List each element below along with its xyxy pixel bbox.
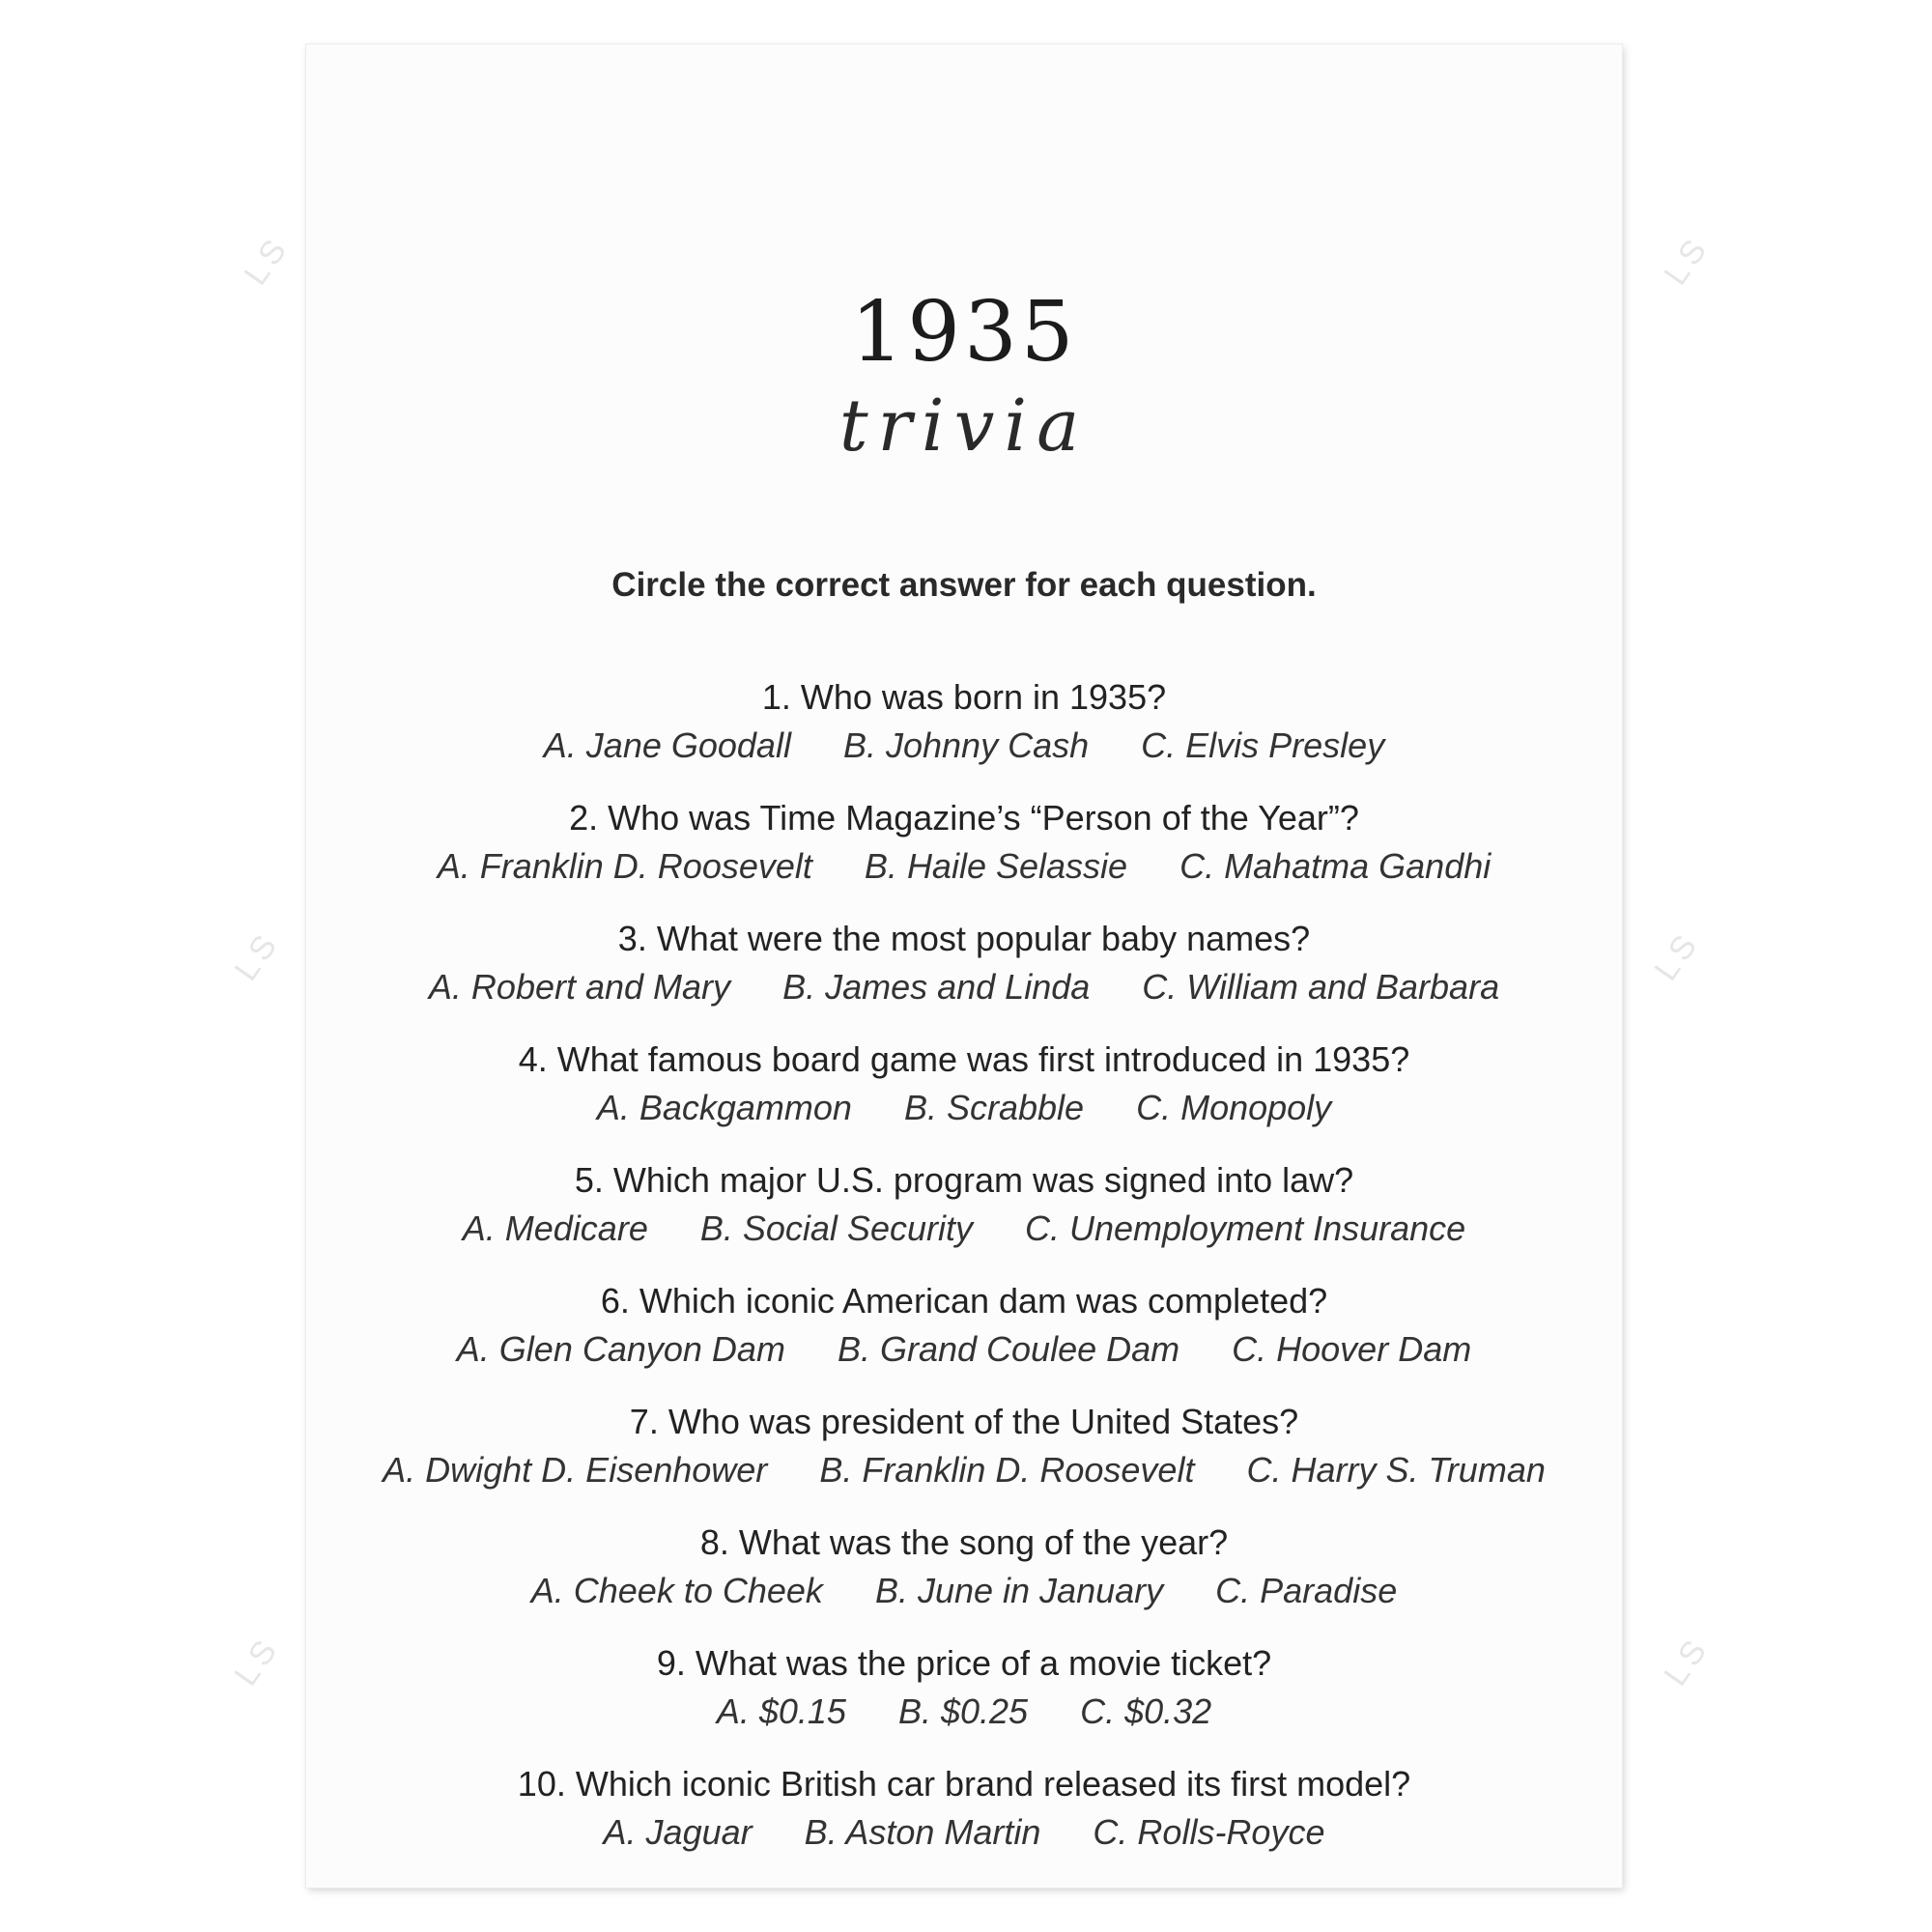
answer-option-b: B. Franklin D. Roosevelt <box>819 1450 1195 1490</box>
watermark-mark: LS <box>237 228 298 293</box>
question-item <box>306 794 1622 915</box>
question-text: 6. Which iconic American dam was completed? <box>600 1281 1328 1321</box>
watermark-mark: LS <box>1647 923 1708 988</box>
answer-option-c: C. Unemployment Insurance <box>1025 1208 1466 1248</box>
answer-options <box>306 1325 1622 1374</box>
answer-option-a: A. Jane Goodall <box>543 725 791 765</box>
question-text: 10. Which iconic British car brand released its first model? <box>517 1764 1411 1804</box>
answer-option-c: C. William and Barbara <box>1142 967 1500 1007</box>
answer-option-b: B. Haile Selassie <box>864 846 1128 886</box>
answer-option-b: B. Scrabble <box>903 1088 1085 1127</box>
answer-option-a: A. Backgammon <box>596 1088 852 1127</box>
question-item <box>306 1398 1622 1519</box>
answer-option-c: C. Hoover Dam <box>1232 1329 1472 1369</box>
watermark-mark: LS <box>1657 228 1718 293</box>
answer-options <box>306 722 1622 770</box>
question-item <box>306 673 1622 794</box>
question-text: 5. Which major U.S. program was signed into law? <box>574 1160 1354 1200</box>
question-item <box>306 1036 1622 1156</box>
answer-option-b: B. Aston Martin <box>804 1812 1041 1852</box>
answer-option-a: A. Dwight D. Eisenhower <box>383 1450 768 1490</box>
answer-option-a: A. $0.15 <box>716 1691 846 1731</box>
question-text: 8. What was the song of the year? <box>699 1522 1229 1562</box>
title-subtitle: trivia <box>838 384 1090 468</box>
answer-option-c: C. Rolls-Royce <box>1093 1812 1325 1852</box>
instruction-text: Circle the correct answer for each question. <box>611 566 1317 604</box>
answer-option-a: A. Glen Canyon Dam <box>456 1329 785 1369</box>
answer-options <box>306 1084 1622 1132</box>
answer-option-c: C. Monopoly <box>1136 1088 1332 1127</box>
trivia-card <box>306 44 1622 1888</box>
answer-option-a: A. Medicare <box>462 1208 648 1248</box>
question-item <box>306 1639 1622 1760</box>
question-text: 9. What was the price of a movie ticket? <box>656 1643 1272 1683</box>
question-item <box>306 915 1622 1036</box>
question-text: 2. Who was Time Magazine’s “Person of the Year”? <box>569 798 1359 838</box>
watermark-mark: LS <box>1657 1629 1718 1693</box>
question-item <box>306 1156 1622 1277</box>
question-text: 7. Who was president of the United States? <box>629 1402 1299 1441</box>
question-text: 1. Who was born in 1935? <box>761 677 1167 717</box>
question-item <box>306 1760 1622 1881</box>
answer-option-c: C. Mahatma Gandhi <box>1179 846 1492 886</box>
question-text: 4. What famous board game was first introduced in 1935? <box>518 1039 1410 1079</box>
answer-option-a: A. Jaguar <box>603 1812 753 1852</box>
title-year: 1935 <box>850 284 1078 381</box>
answer-options <box>306 963 1622 1011</box>
answer-option-b: B. Social Security <box>699 1208 973 1248</box>
answer-options <box>306 1688 1622 1736</box>
answer-options <box>306 1446 1622 1494</box>
answer-option-b: B. Johnny Cash <box>842 725 1090 765</box>
watermark-mark: LS <box>227 923 288 988</box>
watermark-mark: LS <box>227 1629 288 1693</box>
answer-option-a: A. Robert and Mary <box>428 967 731 1007</box>
answer-options <box>306 1205 1622 1253</box>
answer-option-a: A. Franklin D. Roosevelt <box>437 846 812 886</box>
answer-option-b: B. June in January <box>874 1571 1164 1610</box>
answer-option-c: C. $0.32 <box>1080 1691 1212 1731</box>
answer-option-c: C. Harry S. Truman <box>1246 1450 1546 1490</box>
answer-option-a: A. Cheek to Cheek <box>530 1571 823 1610</box>
answer-option-c: C. Elvis Presley <box>1141 725 1385 765</box>
question-list <box>306 673 1622 1881</box>
answer-option-b: B. $0.25 <box>897 1691 1029 1731</box>
answer-option-b: B. James and Linda <box>782 967 1091 1007</box>
answer-option-b: B. Grand Coulee Dam <box>837 1329 1180 1369</box>
answer-options <box>306 1808 1622 1857</box>
question-item <box>306 1519 1622 1639</box>
question-item <box>306 1277 1622 1398</box>
question-text: 3. What were the most popular baby names? <box>617 919 1311 958</box>
answer-options <box>306 1567 1622 1615</box>
answer-option-c: C. Paradise <box>1215 1571 1398 1610</box>
answer-options <box>306 842 1622 891</box>
